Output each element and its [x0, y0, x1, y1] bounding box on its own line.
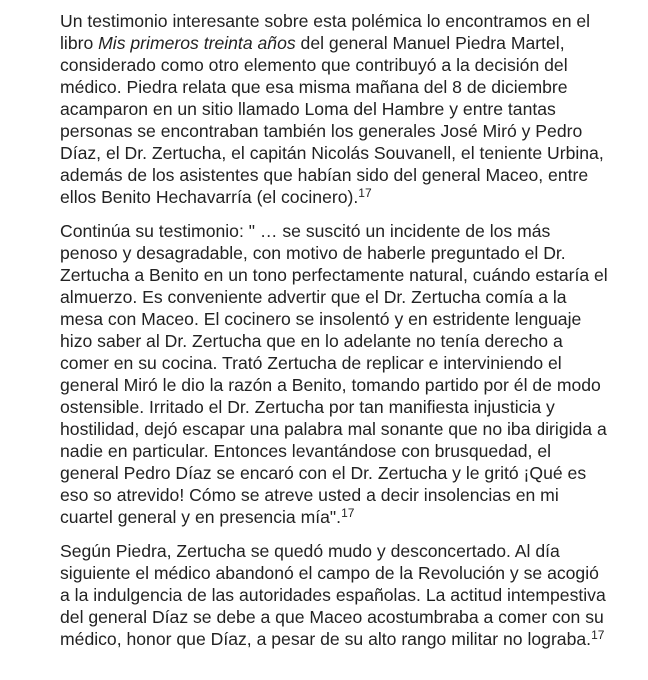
- paragraph-2: [60, 220, 608, 528]
- book-title: Mis primeros treinta años: [98, 33, 296, 53]
- paragraph-1-text-end: del general Manuel Piedra Martel, considerado como otro elemento que contribuyó a la decisión del médico. Piedra relata que esa misma mañana del 8 de diciembre acamparon en un sitio llamado Loma del Hambre y entre tantas personas se encontraban también los generales José Miró y Pedro Díaz, el Dr. Zertucha, el capitán Nicolás Souvanell, el teniente Urbina, además de los asistentes que habían sido del general Maceo, entre ellos Benito Hechavarría (el cocinero).: [60, 33, 604, 207]
- paragraph-2-text: Continúa su testimonio: " … se suscitó un incidente de los más penoso y desagradable, con motivo de haberle preguntado el Dr. Zertucha a Benito en un tono perfectamente natural, cuándo estaría el almuerzo. Es conveniente advertir que el Dr. Zertucha comía a la mesa con Maceo. El cocinero se insolentó y en estridente lenguaje hizo saber al Dr. Zertucha que en lo adelante no tenía derecho a comer en su cocina. Trató Zertucha de replicar e interviniendo el general Miró le dio la razón a Benito, tomando partido por él de modo ostensible. Irritado el Dr. Zertucha por tan manifiesta injusticia y hostilidad, dejó escapar una palabra mal sonante que no iba dirigida a nadie en particular. Entonces levantándose con brusquedad, el general Pedro Díaz se encaró con el Dr. Zertucha y le gritó ¡Qué es eso so atrevido! Cómo se atreve usted a decir insolencias en mi cuartel general y en presencia mía".: [60, 221, 608, 527]
- paragraph-3-text: Según Piedra, Zertucha se quedó mudo y desconcertado. Al día siguiente el médico abandonó el campo de la Revolución y se acogió a la indulgencia de las autoridades españolas. La actitud intempestiva del general Díaz se debe a que Maceo acostumbraba a comer con su médico, honor que Díaz, a pesar de su alto rango militar no lograba.: [60, 541, 606, 649]
- paragraph-1-text-start: Un testimonio interesante sobre esta polémica lo encontramos en el libro: [60, 11, 591, 53]
- footnote-marker: 17: [341, 506, 355, 520]
- footnote-marker: 17: [591, 628, 605, 642]
- paragraph-1: [60, 10, 608, 208]
- footnote-marker: 17: [358, 186, 372, 200]
- paragraph-3: [60, 540, 608, 650]
